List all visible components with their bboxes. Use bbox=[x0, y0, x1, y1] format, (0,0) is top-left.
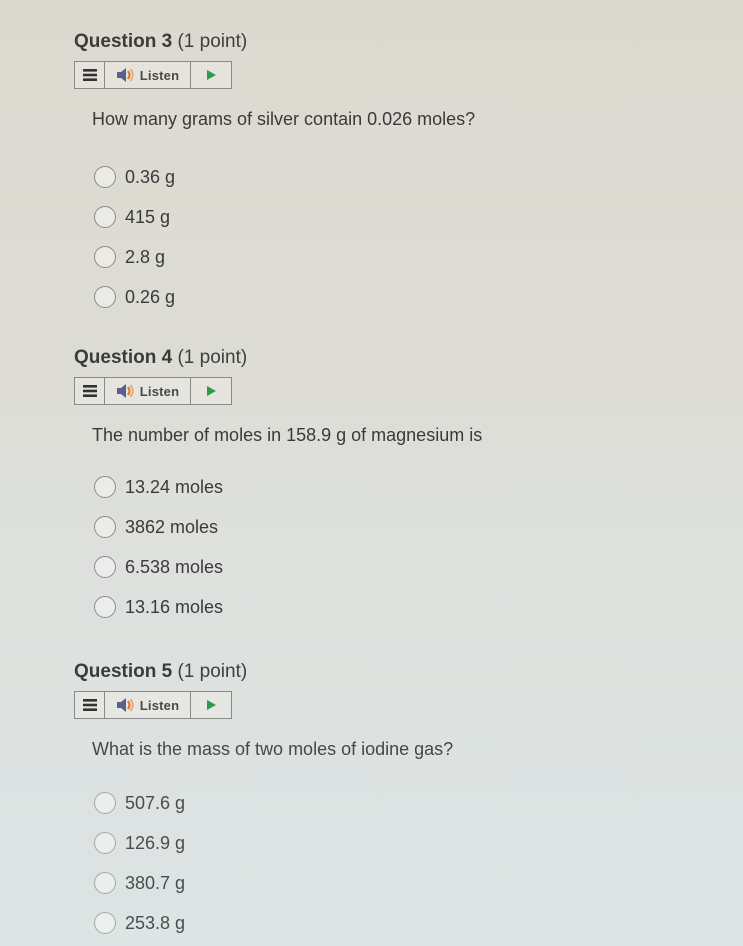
hamburger-menu-icon bbox=[83, 699, 97, 711]
radio-button[interactable] bbox=[94, 832, 116, 854]
option-label: 0.36 g bbox=[125, 166, 176, 187]
answer-option[interactable] bbox=[94, 587, 714, 627]
listen-toolbar bbox=[74, 377, 232, 405]
answer-option[interactable] bbox=[94, 157, 714, 197]
question-title bbox=[74, 660, 714, 684]
option-label: 126.9 g bbox=[125, 832, 186, 853]
question-number: Question 4 bbox=[74, 347, 173, 368]
option-label: 507.6 g bbox=[125, 792, 186, 813]
listen-menu-button[interactable] bbox=[75, 692, 105, 718]
radio-button[interactable] bbox=[94, 166, 116, 188]
answer-options bbox=[94, 467, 714, 627]
play-icon bbox=[206, 700, 216, 710]
play-button[interactable] bbox=[191, 692, 231, 718]
listen-label: Listen bbox=[139, 697, 180, 713]
answer-option[interactable] bbox=[94, 467, 714, 507]
answer-option[interactable] bbox=[94, 783, 714, 823]
answer-option[interactable] bbox=[94, 823, 714, 863]
radio-button[interactable] bbox=[94, 246, 116, 268]
answer-options bbox=[94, 157, 714, 317]
listen-label: Listen bbox=[139, 67, 180, 83]
question-points: (1 point) bbox=[177, 347, 248, 368]
listen-button[interactable] bbox=[105, 692, 191, 718]
answer-option[interactable] bbox=[94, 277, 714, 317]
option-label: 13.16 moles bbox=[125, 596, 224, 617]
radio-button[interactable] bbox=[94, 476, 116, 498]
question-title bbox=[74, 346, 714, 370]
question-points: (1 point) bbox=[177, 661, 248, 682]
listen-label: Listen bbox=[139, 383, 180, 399]
play-button[interactable] bbox=[191, 62, 231, 88]
radio-button[interactable] bbox=[94, 286, 116, 308]
answer-option[interactable] bbox=[94, 863, 714, 903]
option-label: 3862 moles bbox=[125, 516, 219, 537]
radio-button[interactable] bbox=[94, 516, 116, 538]
speaker-icon bbox=[116, 383, 136, 399]
option-label: 13.24 moles bbox=[125, 476, 224, 497]
question-title bbox=[74, 30, 714, 54]
answer-option[interactable] bbox=[94, 547, 714, 587]
listen-toolbar bbox=[74, 61, 232, 89]
answer-option[interactable] bbox=[94, 903, 714, 943]
question-points: (1 point) bbox=[177, 31, 248, 52]
option-label: 253.8 g bbox=[125, 912, 186, 933]
listen-toolbar bbox=[74, 691, 232, 719]
question-text: The number of moles in 158.9 g of magnesium is bbox=[92, 425, 483, 445]
answer-option[interactable] bbox=[94, 197, 714, 237]
listen-button[interactable] bbox=[105, 378, 191, 404]
question-number: Question 5 bbox=[74, 661, 173, 682]
radio-button[interactable] bbox=[94, 792, 116, 814]
option-label: 0.26 g bbox=[125, 286, 176, 307]
question-number: Question 3 bbox=[74, 31, 173, 52]
speaker-icon bbox=[116, 697, 136, 713]
option-label: 2.8 g bbox=[125, 246, 166, 267]
play-button[interactable] bbox=[191, 378, 231, 404]
radio-button[interactable] bbox=[94, 596, 116, 618]
radio-button[interactable] bbox=[94, 912, 116, 934]
question-5 bbox=[74, 660, 714, 943]
speaker-icon bbox=[116, 67, 136, 83]
question-text: How many grams of silver contain 0.026 moles? bbox=[92, 109, 476, 129]
answer-option[interactable] bbox=[94, 237, 714, 277]
option-label: 6.538 moles bbox=[125, 556, 224, 577]
listen-button[interactable] bbox=[105, 62, 191, 88]
hamburger-menu-icon bbox=[83, 69, 97, 81]
answer-options bbox=[94, 783, 714, 943]
radio-button[interactable] bbox=[94, 206, 116, 228]
option-label: 415 g bbox=[125, 206, 171, 227]
listen-menu-button[interactable] bbox=[75, 378, 105, 404]
option-label: 380.7 g bbox=[125, 872, 186, 893]
listen-menu-button[interactable] bbox=[75, 62, 105, 88]
question-4 bbox=[74, 346, 714, 627]
play-icon bbox=[206, 70, 216, 80]
question-text: What is the mass of two moles of iodine gas? bbox=[92, 739, 454, 759]
answer-option[interactable] bbox=[94, 507, 714, 547]
play-icon bbox=[206, 386, 216, 396]
radio-button[interactable] bbox=[94, 556, 116, 578]
question-3 bbox=[74, 30, 714, 317]
hamburger-menu-icon bbox=[83, 385, 97, 397]
radio-button[interactable] bbox=[94, 872, 116, 894]
